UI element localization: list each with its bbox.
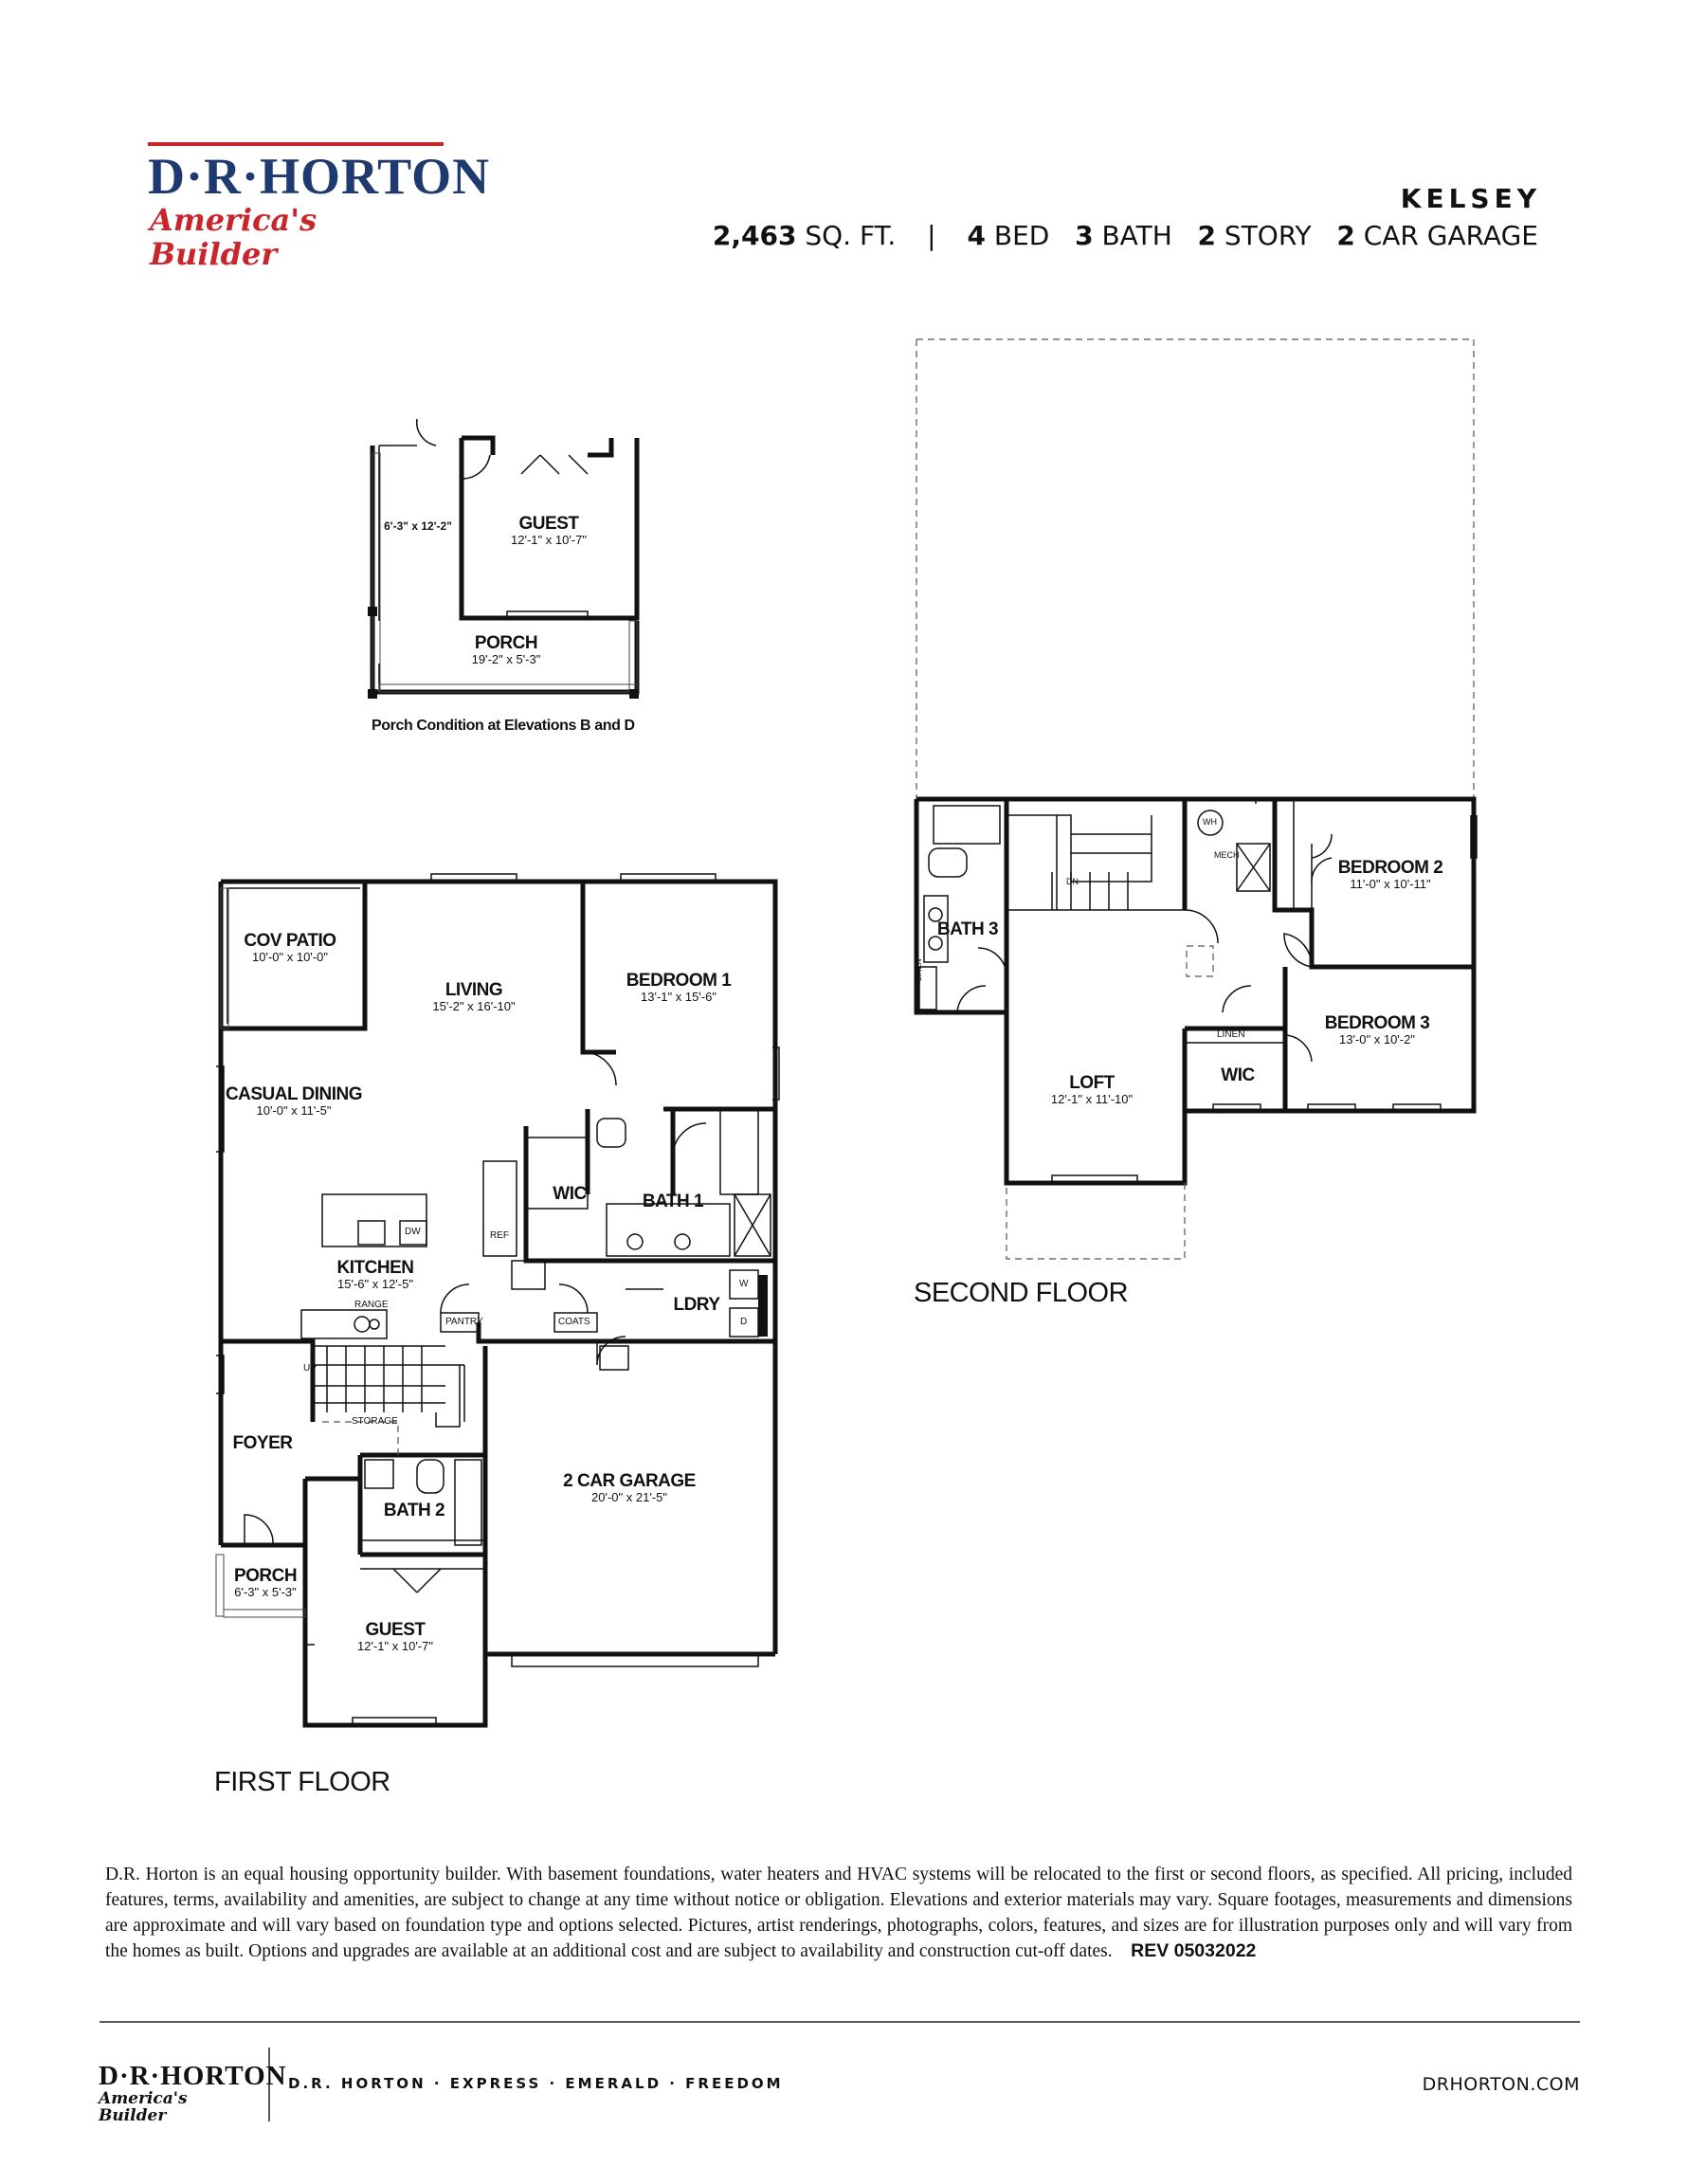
footer-logo [99,2061,287,2125]
sf-mech-label: MECH [1214,850,1240,860]
ff-ref-label: REF [490,1230,509,1241]
plan-name: KELSEY [1400,183,1541,214]
ff-pantry-label: PANTRY [445,1317,483,1327]
room-dim: 15'-6" x 12'-5" [337,1276,413,1291]
first-floor-title: FIRST FLOOR [214,1767,390,1797]
room-dim: 10'-0" x 11'-5" [256,1102,332,1118]
room-dim: 10'-0" x 10'-0" [252,949,328,964]
garage-unit: CAR GARAGE [1363,220,1538,251]
room-name: LIVING [444,980,503,1000]
ff-d-label: D [740,1317,748,1327]
room-dim: 19'-2" x 5'-3" [471,651,541,666]
room-name: LOFT [1069,1073,1115,1093]
bath-unit: BATH [1101,220,1172,251]
second-floor-plan [916,339,1477,1259]
room-dim: 20'-0" x 21'-5" [591,1489,667,1504]
logo-tagline: America's Builder [150,202,317,272]
room-dim: 12'-1" x 10'-7" [511,532,587,547]
story-unit: STORY [1224,220,1312,251]
sf-linen2-label: LINEN [915,958,923,981]
room-name: BEDROOM 2 [1337,858,1443,878]
room-name: PORCH [474,633,538,653]
porch-condition-caption: Porch Condition at Elevations B and D [372,718,635,734]
sf-bedroom2-label [1338,859,1443,891]
room-name: LDRY [673,1295,720,1315]
disclaimer [105,1862,1572,1964]
bed-value: 4 [967,220,986,251]
ff-bedroom1-label [626,972,732,1004]
room-name: WIC [553,1184,587,1204]
room-dim: 13'-1" x 15'-6" [641,989,717,1004]
porch-cond-side-dim [384,520,452,533]
ff-bath2-label [384,1502,444,1520]
ff-guest-label [357,1621,433,1653]
room-dim: 6'-3" x 5'-3" [234,1584,297,1599]
disclaimer-rev: REV 05032022 [1131,1940,1257,1961]
room-name: PORCH [233,1566,298,1586]
ff-living-label [432,981,515,1013]
disclaimer-text: D.R. Horton is an equal housing opportunity builder. With basement foundations, water heaters and HVAC systems will be relocated to the first or second floors, as specified. All pricing, included features, terms, availability and amenities, are subject to change at any time without notice or obligation. Elevations and exterior materials may vary. Square footages, measurements and dimensions are approximate and will vary based on foundation type and options selected. Pictures, artist renderings, photographs, colors, features, and sizes are for illustration purposes only and will vary from the homes as built. Options and upgrades are available at an additional cost and are subject to availability and construction cut-off dates. [105,1865,1572,1961]
room-dim: 11'-0" x 10'-11" [1350,876,1431,891]
second-floor-title: SECOND FLOOR [914,1278,1129,1308]
garage-value: 2 [1336,220,1355,251]
ff-storage-label: STORAGE [352,1416,398,1427]
room-dim: 15'-2" x 16'-10" [432,998,516,1013]
story-value: 2 [1197,220,1217,251]
room-name: BEDROOM 3 [1324,1013,1430,1033]
room-name: GUEST [518,514,579,534]
room-dim: 6'-3" x 12'-2" [384,519,452,533]
ff-up-label: UP [303,1363,317,1374]
room-name: BATH 3 [936,919,999,939]
porch-cond-porch-label [472,634,541,666]
ff-foyer-label [233,1434,293,1453]
room-name: BEDROOM 1 [626,971,732,991]
footer-logo-wordmark: D·R·HORTON [99,2061,287,2091]
bath-value: 3 [1075,220,1094,251]
ff-range-label: RANGE [354,1300,389,1310]
room-name: FOYER [232,1433,293,1453]
ff-dw-label: DW [405,1227,421,1237]
sf-loft-label [1051,1074,1133,1106]
sqft-unit: SQ. FT. [805,220,897,251]
ff-ldry-label [673,1296,719,1315]
sf-wic-label [1221,1066,1254,1085]
room-name: WIC [1221,1065,1255,1085]
room-name: BATH 2 [383,1501,445,1520]
room-name: COV PATIO [244,931,336,951]
ff-coats-label: COATS [558,1317,590,1327]
room-name: KITCHEN [336,1258,414,1278]
room-dim: 13'-0" x 10'-2" [1339,1031,1415,1046]
room-name: 2 CAR GARAGE [563,1471,696,1491]
sqft-value: 2,463 [712,220,797,251]
footer-brands: D.R. HORTON · EXPRESS · EMERALD · FREEDOM [288,2075,784,2092]
room-dim: 12'-1" x 10'-7" [357,1638,433,1653]
room-name: CASUAL DINING [225,1084,363,1104]
logo-wordmark: D·R·HORTON [148,148,491,205]
sf-linen-label: LINEN [1217,1029,1245,1040]
footer-url[interactable]: DRHORTON.COM [1422,2074,1580,2095]
bed-unit: BED [993,220,1050,251]
ff-wic-label [553,1185,586,1204]
porch-cond-guest-label [511,515,587,547]
ff-casual-dining-label [226,1085,362,1118]
sf-dn-label: DN [1066,877,1079,886]
sf-bath3-label [937,920,998,939]
room-name: GUEST [365,1620,426,1640]
ff-garage-label [563,1472,696,1504]
room-name: BATH 1 [642,1192,704,1211]
ff-cov-patio-label [244,932,336,964]
ff-w-label: W [739,1279,749,1289]
stats-separator: | [927,220,936,251]
footer-logo-tagline: America's Builder [99,2089,188,2125]
sf-wh-label: WH [1203,817,1217,827]
ff-bath1-label [643,1192,703,1211]
room-dim: 12'-1" x 11'-10" [1050,1091,1134,1106]
sf-bedroom3-label [1325,1014,1430,1046]
ff-kitchen-label [337,1259,414,1291]
ff-porch-label [234,1567,297,1599]
